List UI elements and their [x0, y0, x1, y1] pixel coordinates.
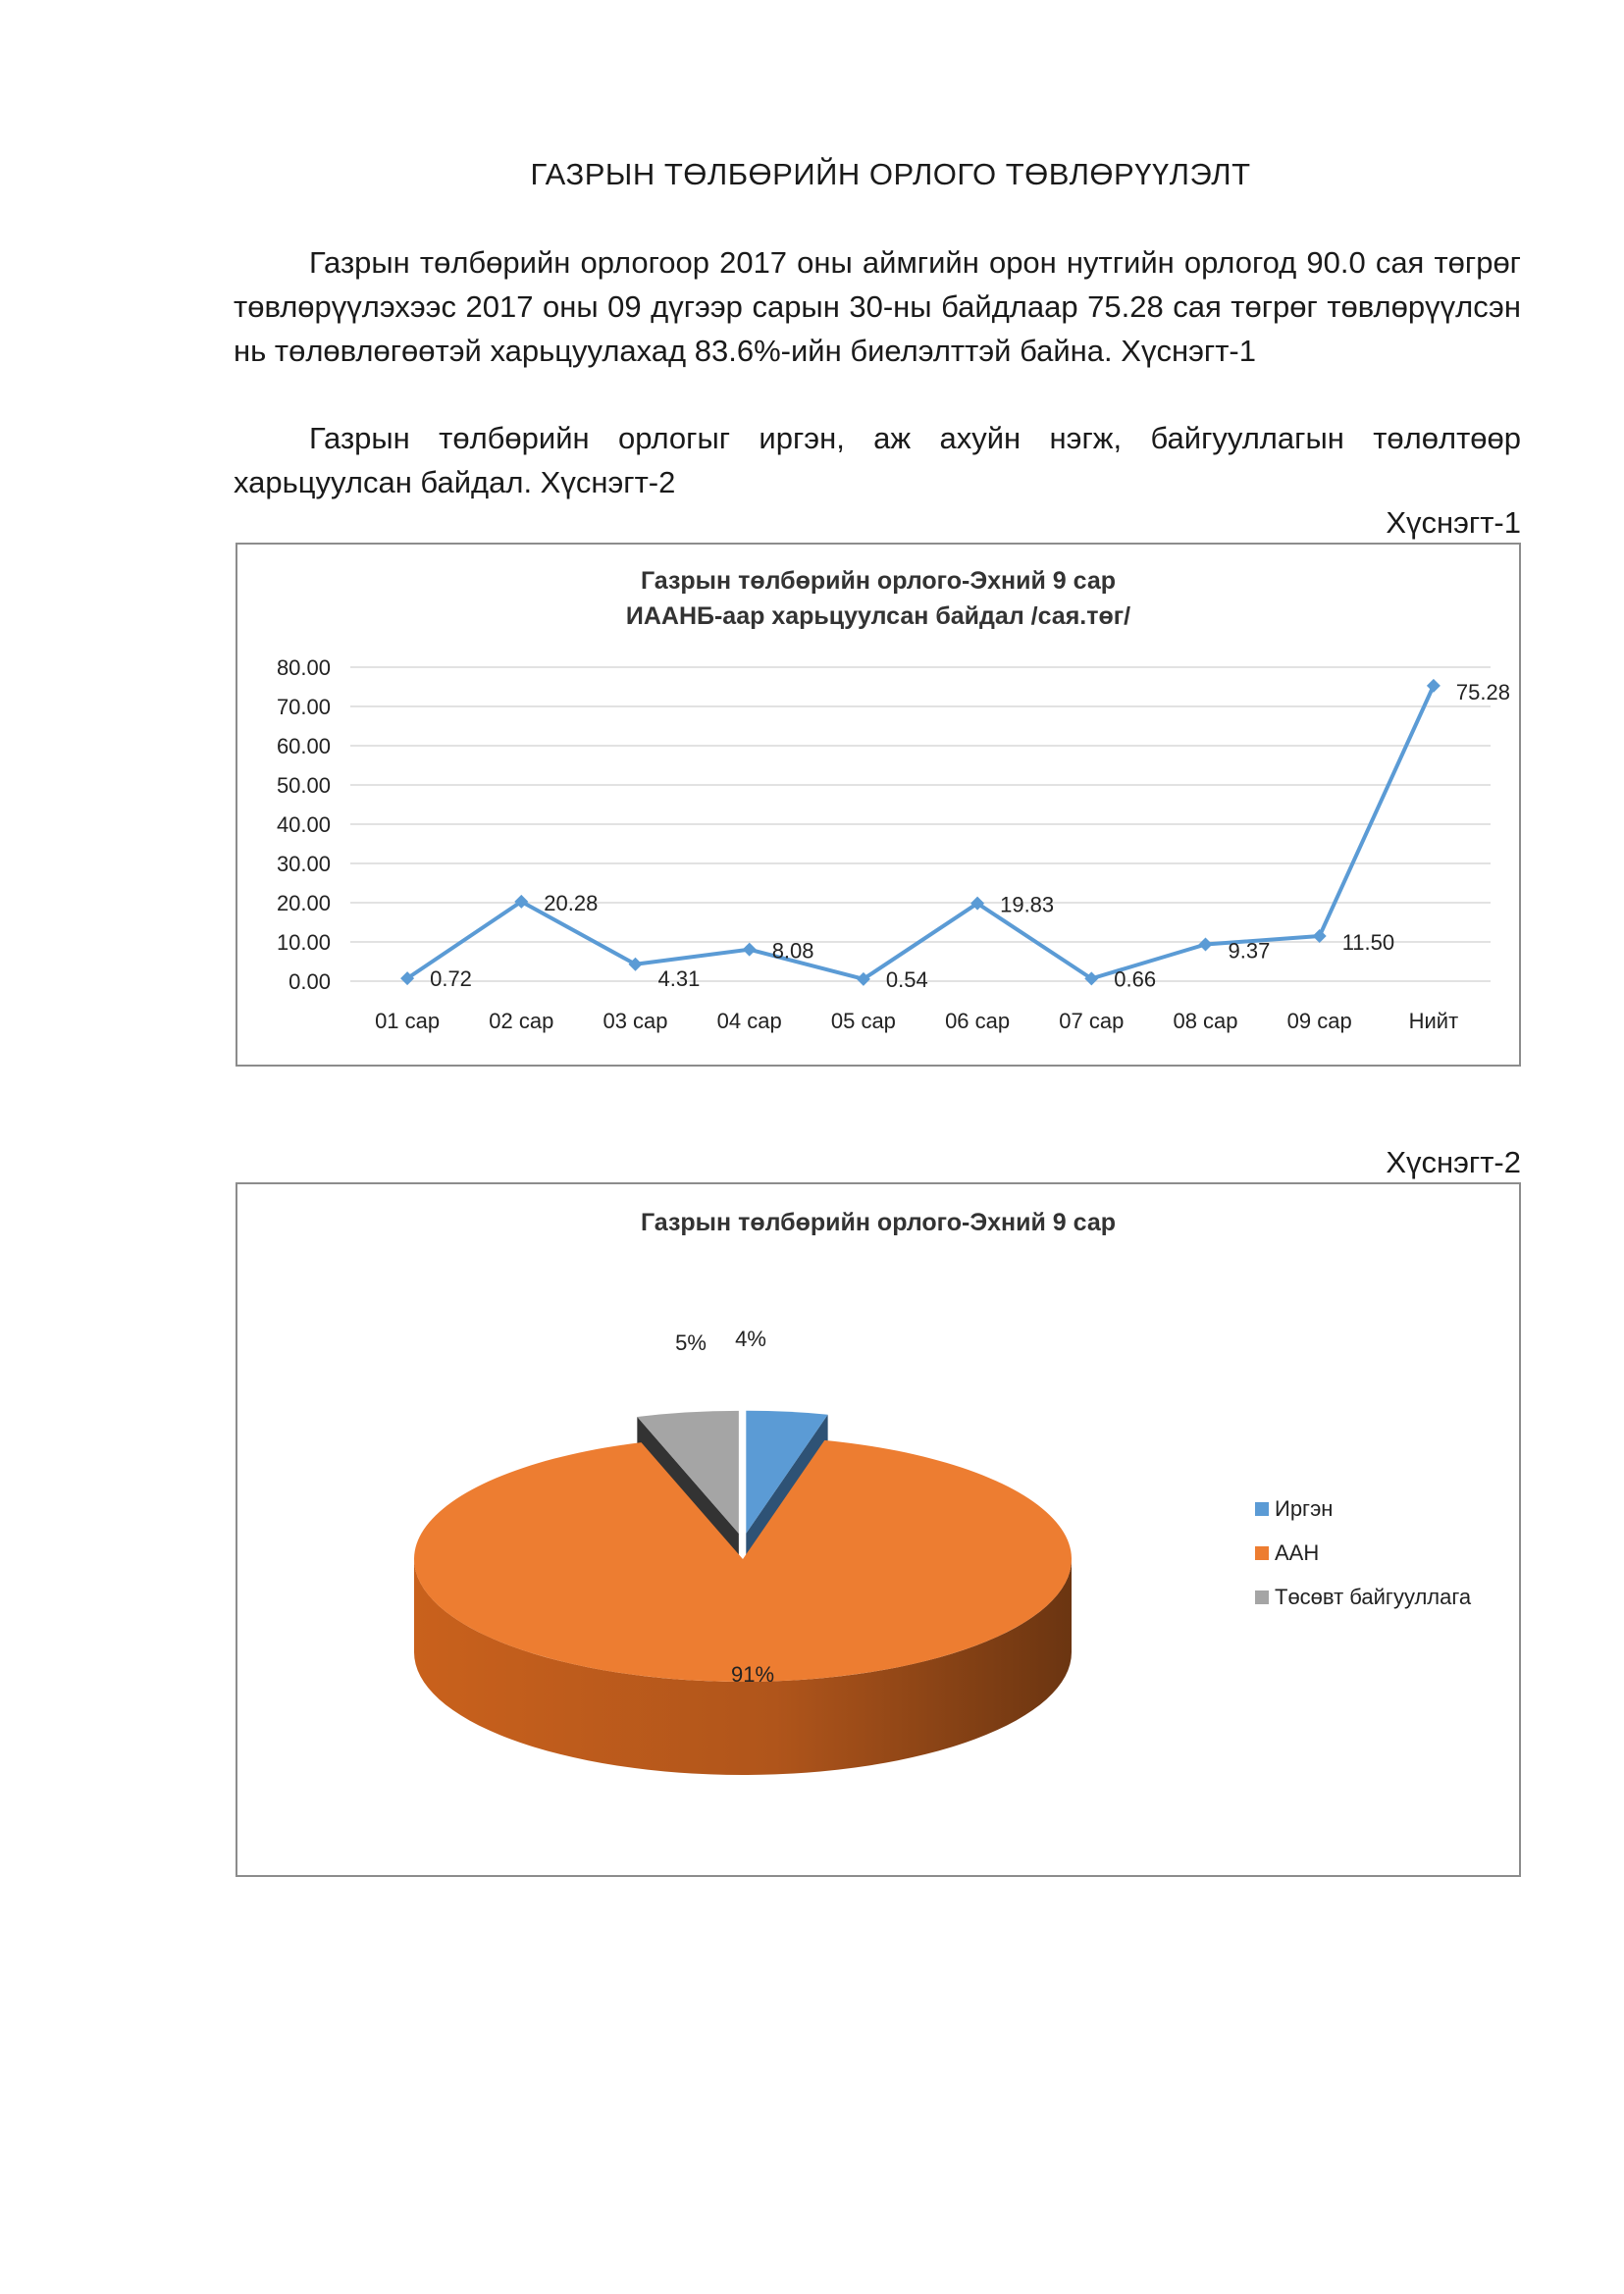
pie-chart-frame: [236, 1182, 1521, 1877]
data-label: 20.28: [544, 890, 599, 915]
legend-swatch: [1255, 1546, 1269, 1560]
paragraph-2-text: Газрын төлбөрийн орлогыг иргэн, аж ахуйн нэгж, байгууллагын төлөлтөөр харьцуулсан байдал. Хүснэгт-2: [234, 421, 1521, 499]
x-tick-label: 06 сар: [945, 1009, 1011, 1033]
data-point: [1199, 938, 1213, 952]
legend-swatch: [1255, 1590, 1269, 1604]
y-tick-label: 20.00: [276, 891, 331, 915]
pie-chart: [237, 1184, 1519, 1875]
line-chart-frame: [236, 543, 1521, 1067]
x-tick-label: 07 сар: [1059, 1009, 1125, 1033]
y-tick-label: 80.00: [276, 655, 331, 680]
y-tick-label: 30.00: [276, 852, 331, 876]
figure-2-label: Хүснэгт-2: [1386, 1145, 1521, 1179]
y-tick-label: 0.00: [288, 969, 331, 994]
data-label: 9.37: [1228, 938, 1271, 964]
data-point: [1313, 929, 1327, 943]
x-tick-label: Нийт: [1408, 1009, 1459, 1033]
chart-title: Газрын төлбөрийн орлого-Эхний 9 сар: [640, 567, 1117, 595]
chart-title: Газрын төлбөрийн орлого-Эхний 9 сар: [640, 1209, 1117, 1236]
data-label: 11.50: [1341, 930, 1395, 955]
legend-label: ААН: [1275, 1540, 1320, 1565]
data-label: 8.08: [771, 938, 814, 964]
data-label: 19.83: [1000, 892, 1055, 917]
data-point: [743, 943, 757, 957]
slice-aah: [414, 1440, 1072, 1682]
paragraph-2: [234, 416, 1521, 504]
series-line: [407, 686, 1434, 979]
data-point: [1427, 679, 1441, 693]
x-tick-label: 02 сар: [489, 1009, 554, 1033]
x-tick-label: 09 сар: [1286, 1009, 1352, 1033]
x-tick-label: 05 сар: [830, 1009, 896, 1033]
y-tick-label: 10.00: [276, 930, 331, 955]
y-tick-label: 50.00: [276, 773, 331, 798]
data-label: 4.31: [657, 965, 701, 991]
line-chart: [237, 545, 1519, 1065]
y-tick-label: 70.00: [276, 695, 331, 719]
x-tick-label: 03 сар: [602, 1009, 668, 1033]
legend-label: Төсөвт байгууллага: [1275, 1585, 1472, 1609]
page-title: ГАЗРЫН ТӨЛБӨРИЙН ОРЛОГО ТӨВЛӨРҮҮЛЭЛТ: [530, 157, 1251, 191]
chart-subtitle: ИААНБ-аар харьцуулсан байдал /сая.төг/: [625, 602, 1131, 630]
data-label: 0.54: [885, 966, 928, 992]
data-label: 0.66: [1114, 966, 1157, 992]
pie-data-label: 5%: [675, 1330, 707, 1355]
legend-label: Иргэн: [1275, 1496, 1334, 1521]
y-tick-label: 40.00: [276, 812, 331, 837]
paragraph-1: [234, 240, 1521, 373]
x-tick-label: 08 сар: [1173, 1009, 1238, 1033]
pie-data-label: 91%: [730, 1662, 775, 1687]
paragraph-1-text: Газрын төлбөрийн орлогоор 2017 оны аймгийн орон нутгийн орлогод 90.0 сая төгрөг төвлөрүүлэхээс 2017 оны 09 дүгээр сарын 30-ны байдлаар 75.28 сая төгрөг төвлөрүүлсэн нь төлөвлөгөөтэй харьцуулахад 83.6%-ийн биелэлттэй байна. Хүснэгт-1: [234, 245, 1521, 368]
figure-1-label: Хүснэгт-1: [1386, 505, 1521, 540]
x-tick-label: 01 сар: [375, 1009, 441, 1033]
legend-swatch: [1255, 1502, 1269, 1516]
y-tick-label: 60.00: [276, 734, 331, 758]
pie-data-label: 4%: [735, 1327, 766, 1351]
data-label: 0.72: [430, 966, 472, 992]
data-label: 75.28: [1455, 679, 1510, 704]
x-tick-label: 04 сар: [716, 1009, 782, 1033]
